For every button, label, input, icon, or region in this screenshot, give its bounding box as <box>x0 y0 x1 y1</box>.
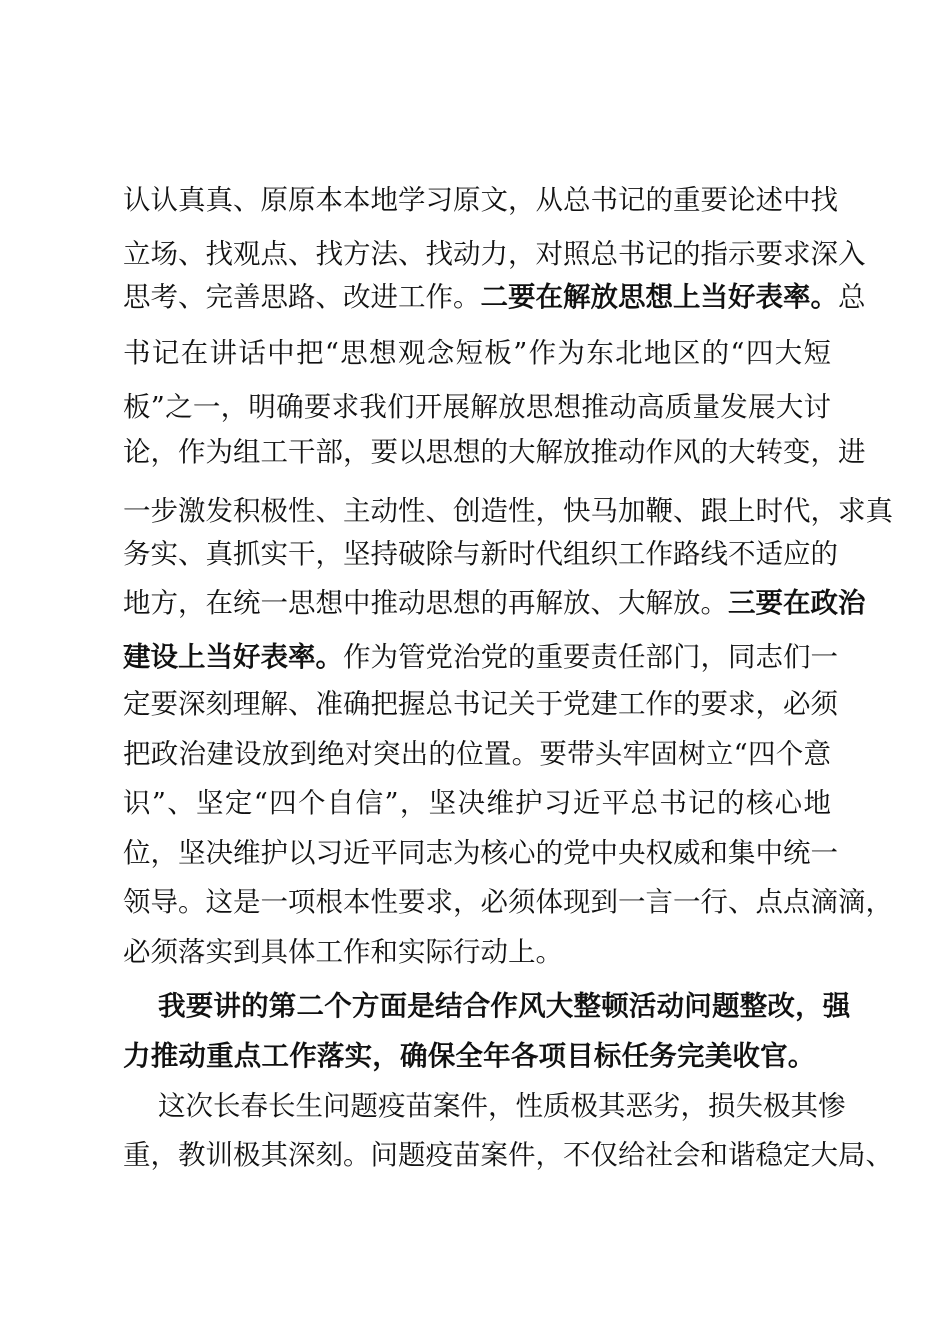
text-line <box>123 574 866 632</box>
text-run: 一步激发积极性、主动性、创造性，快马加鞭、跟上时代，求真 <box>123 495 893 527</box>
text-line <box>123 423 866 481</box>
text-run: 立场、找观点、找方法、找动力，对照总书记的指示要求深入 <box>123 238 866 270</box>
text-run: 必须落实到具体工作和实际行动上。 <box>123 936 563 968</box>
text-run: 定要深刻理解、准确把握总书记关于党建工作的要求，必须 <box>123 688 838 720</box>
bold-text-run: 二要在解放思想上当好表率。 <box>480 281 838 313</box>
text-line <box>123 324 831 382</box>
text-run: 重，教训极其深刻。问题疫苗案件，不仅给社会和谐稳定大局、 <box>123 1139 893 1171</box>
text-line <box>123 171 838 229</box>
text-line <box>123 923 831 981</box>
text-run: 识”、坚定“四个自信”，坚决维护习近平总书记的核心地 <box>123 787 831 819</box>
text-line <box>123 268 866 326</box>
text-run: 这次长春长生问题疫苗案件，性质极其恶劣，损失极其惨 <box>158 1090 846 1122</box>
text-run: 认认真真、原原本本地学习原文，从总书记的重要论述中找 <box>123 184 838 216</box>
bold-text-run: 力推动重点工作落实，确保全年各项目标任务完美收官。 <box>123 1040 816 1072</box>
text-run: 思考、完善思路、改进工作。 <box>123 281 481 313</box>
text-run: 论，作为组工干部，要以思想的大解放推动作风的大转变，进 <box>123 436 866 468</box>
text-run: 位，坚决维护以习近平同志为核心的党中央权威和集中统一 <box>123 837 838 869</box>
text-run: 把政治建设放到绝对突出的位置。要带头牢固树立“四个意 <box>123 738 831 770</box>
text-run: 总 <box>838 281 866 313</box>
text-run: 务实、真抓实干，坚持破除与新时代组织工作路线不适应的 <box>123 538 838 570</box>
text-line <box>123 1126 893 1184</box>
bold-text-run: 我要讲的第二个方面是结合作风大整顿活动问题整改，强 <box>158 990 851 1022</box>
text-run: 板”之一，明确要求我们开展解放思想推动高质量发展大讨 <box>123 391 831 423</box>
text-run: 作为管党治党的重要责任部门，同志们一 <box>343 641 838 673</box>
text-run: 领导。这是一项根本性要求，必须体现到一言一行、点点滴滴， <box>123 886 893 918</box>
bold-text-run: 建设上当好表率。 <box>123 641 343 673</box>
text-run: 地方，在统一思想中推动思想的再解放、大解放。 <box>123 587 728 619</box>
bold-text-run: 三要在政治 <box>728 587 866 619</box>
text-run: 书记在讲话中把“思想观念短板”作为东北地区的“四大短 <box>123 337 831 369</box>
